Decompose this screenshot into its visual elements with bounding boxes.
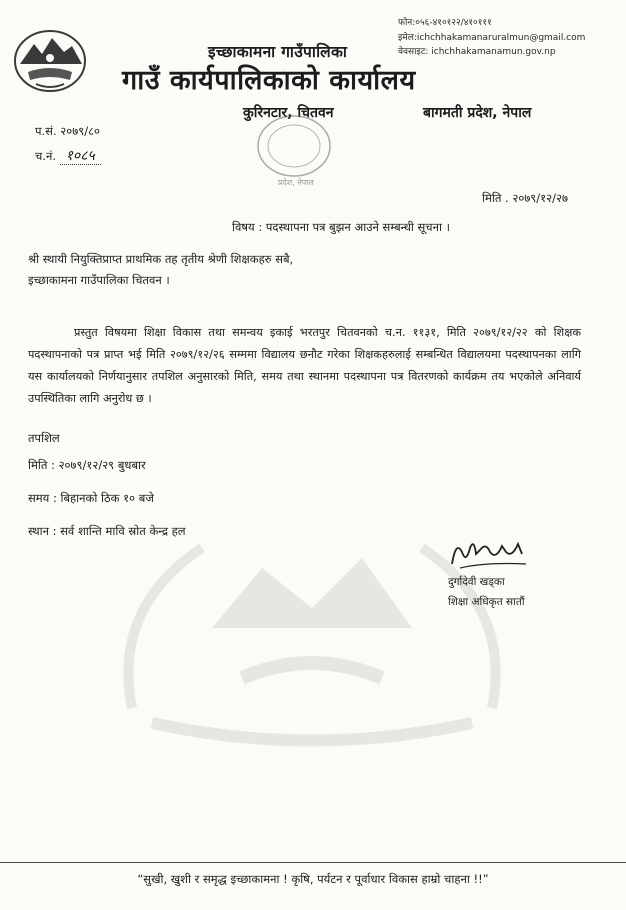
- stamp-text: प्रदेश, नेपाल: [278, 178, 314, 187]
- office-location: कुरिनटार, चितवन: [243, 105, 334, 121]
- footer-divider: [0, 862, 626, 863]
- official-stamp-icon: [248, 108, 340, 190]
- email-text: इमेल:ichchhakamanaruralmun@gmail.com: [398, 32, 586, 43]
- schedule-heading: तपशिल: [28, 431, 60, 445]
- footer-slogan: “सुखी, खुशी र समृद्ध इच्छाकामना ! कृषि, पर्यटन र पूर्वाधार विकास हाम्रो चाहना !!”: [137, 872, 489, 886]
- signer-name: दुर्गादेवी खड्का: [448, 576, 505, 588]
- letter-date: मिति . २०७९/१२/२७: [482, 191, 568, 205]
- fiscal-year: प.सं. २०७९/८०: [35, 124, 101, 138]
- municipality-name: इच्छाकामना गाउँपालिका: [208, 43, 348, 61]
- schedule-time: समय : बिहानको ठिक १० बजे: [28, 491, 154, 505]
- website-text: वेवसाइट: ichchhakamanamun.gov.np: [398, 47, 556, 57]
- phone-text: फोन:०५६-४१०१२२/४१०१११: [398, 18, 492, 28]
- dispatch-number-row: [35, 146, 101, 165]
- dispatch-number: १०८५: [60, 148, 101, 165]
- addressee-line-2: इच्छाकामना गाउँपालिका चितवन ।: [28, 273, 170, 287]
- letter-body: [28, 322, 581, 410]
- schedule-date: मिति : २०७९/१२/२९ बुधबार: [28, 458, 146, 472]
- office-title: गाउँ कार्यपालिकाको कार्यालय: [122, 65, 416, 96]
- schedule-place: स्थान : सर्व शान्ति मावि स्रोत केन्द्र हल: [28, 524, 186, 538]
- watermark-emblem-icon: [92, 508, 532, 748]
- dispatch-label: च.नं.: [35, 149, 56, 163]
- addressee-line-1: श्री स्थायी नियुक्तिप्राप्त प्राथमिक तह तृतीय श्रेणी शिक्षकहरु सबै,: [28, 252, 294, 266]
- letter-subject: विषय : पदस्थापना पत्र बुझन आउने सम्बन्धी सूचना ।: [232, 220, 450, 234]
- signer-title: शिक्षा अधिकृत सातौं: [448, 596, 525, 608]
- emblem-logo-icon: [12, 28, 88, 94]
- letter-body-text: प्रस्तुत विषयमा शिक्षा विकास तथा समन्वय इकाई भरतपुर चितवनको च.न. ११३१, मिति २०७९/१२/२२ को शिक्षक पदस्थापनाको पत्र प्राप्त भई मिति २०७९/१२/२६ सम्ममा विद्यालय छनौट गरेका शिक्षकहरुलाई सम्बन्धित विद्यालयमा पदस्थापनका लागि यस कार्यालयको निर्णयानुसार तपशिल अनुसारको मिति, समय तथा स्थानमा पदस्थापना पत्र वितरणको कार्यक्रम तय भएकोले अनिवार्य उपस्थितिका लागि अनुरोध छ ।: [28, 326, 581, 405]
- province-country: बागमती प्रदेश, नेपाल: [423, 105, 532, 121]
- contact-block: [398, 16, 585, 60]
